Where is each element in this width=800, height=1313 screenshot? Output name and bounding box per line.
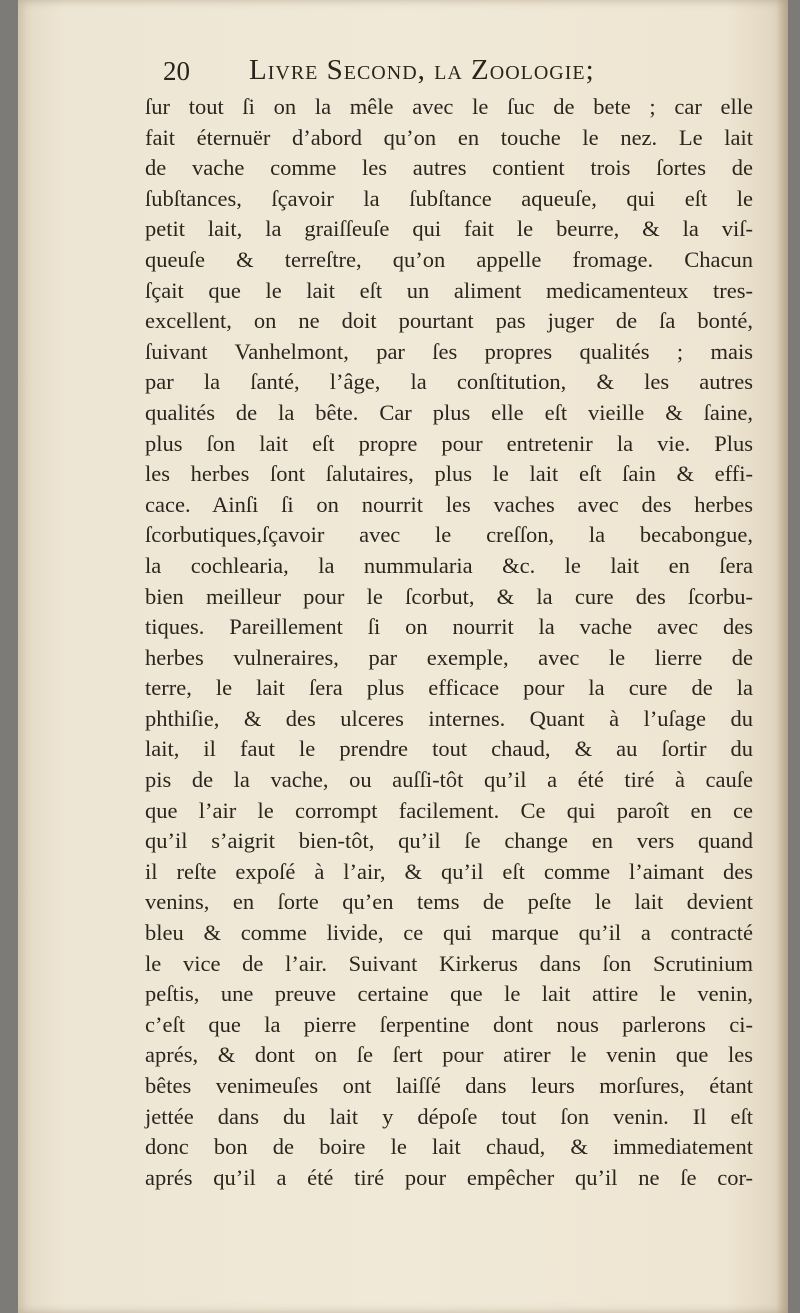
text-line: excellent, on ne doit pourtant pas juger de ſa bonté, xyxy=(145,308,753,334)
text-line: la cochlearia, la nummularia &c. le lait en ſera xyxy=(145,552,753,578)
text-line: ſcorbutiques,ſçavoir avec le creſſon, la becabongue, xyxy=(145,522,753,548)
text-line: aprés qu’il a été tiré pour empêcher qu’il ne ſe cor- xyxy=(145,1164,753,1190)
text-line: plus ſon lait eſt propre pour entretenir la vie. Plus xyxy=(145,430,753,456)
text-line: cace. Ainſi ſi on nourrit les vaches avec des herbes xyxy=(145,491,753,517)
text-line: ſubſtances, ſçavoir la ſubſtance aqueuſe, qui eſt le xyxy=(145,185,753,211)
text-line: peſtis, une preuve certaine que le lait attire le venin, xyxy=(145,981,753,1007)
text-line: de vache comme les autres contient trois ſortes de xyxy=(145,155,753,181)
text-line: venins, en ſorte qu’en tems de peſte le lait devient xyxy=(145,889,753,915)
page-number: 20 xyxy=(163,56,190,86)
text-line: donc bon de boire le lait chaud, & immediatement xyxy=(145,1134,753,1160)
text-line: que l’air le corrompt facilement. Ce qui paroît en ce xyxy=(145,797,753,823)
text-line: fait éternuër d’abord qu’on en touche le nez. Le lait xyxy=(145,124,753,150)
text-line: lait, il faut le prendre tout chaud, & au ſortir du xyxy=(145,736,753,762)
text-line: il reſte expoſé à l’air, & qu’il eſt comme l’aimant des xyxy=(145,858,753,884)
page-gutter-shadow xyxy=(776,0,788,1313)
text-line: pis de la vache, ou auſſi-tôt qu’il a été tiré à cauſe xyxy=(145,767,753,793)
body-text xyxy=(145,92,753,1193)
text-line: c’eſt que la pierre ſerpentine dont nous parlerons ci- xyxy=(145,1011,753,1037)
text-line: ſur tout ſi on la mêle avec le ſuc de bete ; car elle xyxy=(145,94,753,119)
text-line: ſçait que le lait eſt un aliment medicamenteux tres- xyxy=(145,277,753,303)
text-line: terre, le lait ſera plus efficace pour la cure de la xyxy=(145,675,753,701)
text-line: queuſe & terreſtre, qu’on appelle fromage. Chacun xyxy=(145,246,753,272)
text-line: jettée dans du lait y dépoſe tout ſon venin. Il eſt xyxy=(145,1103,753,1129)
text-line: ſuivant Vanhelmont, par ſes propres qualités ; mais xyxy=(145,338,753,364)
text-line: aprés, & dont on ſe ſert pour atirer le venin que les xyxy=(145,1042,753,1068)
text-line: petit lait, la graiſſeuſe qui fait le beurre, & la viſ- xyxy=(145,216,753,242)
text-line: qualités de la bête. Car plus elle eſt vieille & ſaine, xyxy=(145,399,753,425)
text-line: bien meilleur pour le ſcorbut, & la cure des ſcorbu- xyxy=(145,583,753,609)
text-line: par la ſanté, l’âge, la conſtitution, & les autres xyxy=(145,369,753,395)
text-line: bleu & comme livide, ce qui marque qu’il a contracté xyxy=(145,920,753,946)
text-line: phthiſie, & des ulceres internes. Quant à l’uſage du xyxy=(145,705,753,731)
page-header xyxy=(163,52,783,96)
text-line: bêtes venimeuſes ont laiſſé dans leurs morſures, étant xyxy=(145,1073,753,1098)
text-line: le vice de l’air. Suivant Kirkerus dans ſon Scrutinium xyxy=(145,950,753,976)
text-line: les herbes ſont ſalutaires, plus le lait eſt ſain & effi- xyxy=(145,461,753,487)
running-head: Livre Second, la Zoologie; xyxy=(249,54,595,86)
text-line: herbes vulneraires, par exemple, avec le lierre de xyxy=(145,644,753,670)
text-line: qu’il s’aigrit bien-tôt, qu’il ſe change en vers quand xyxy=(145,828,753,854)
text-line: tiques. Pareillement ſi on nourrit la vache avec des xyxy=(145,614,753,640)
